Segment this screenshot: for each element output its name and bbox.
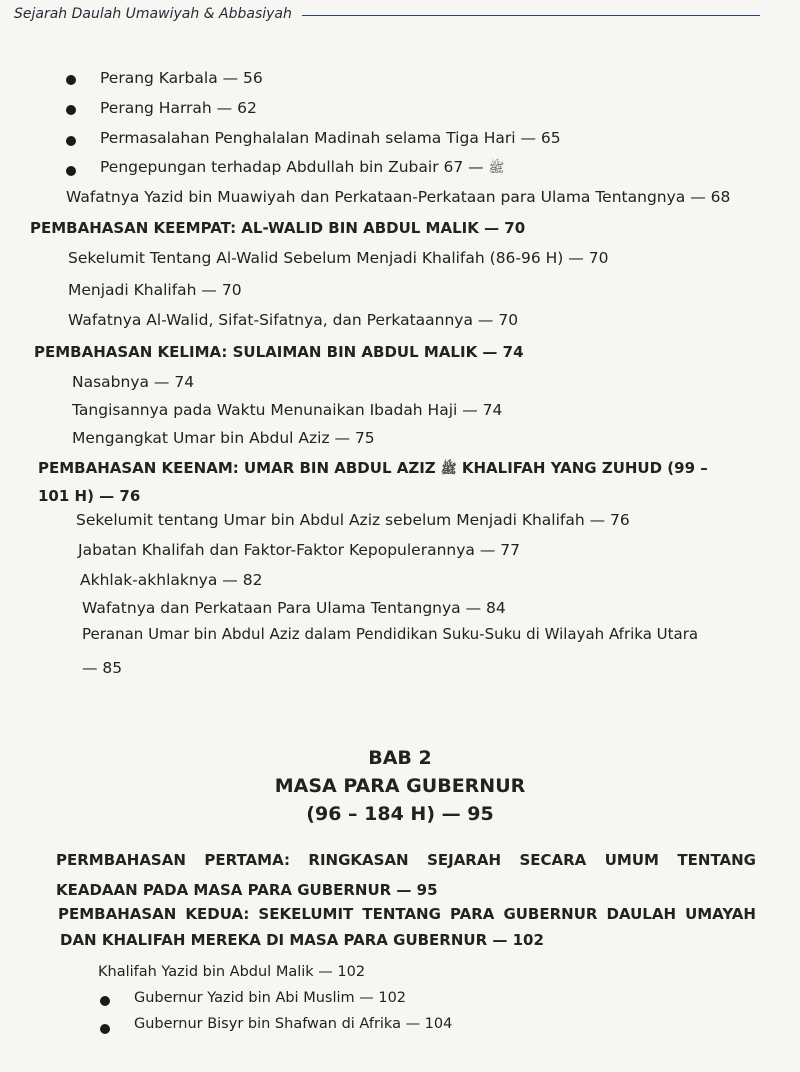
section-heading: PEMBAHASAN KEEMPAT: AL-WALID BIN ABDUL MALIK — 70 [30,219,526,237]
toc-entry: Akhlak-akhlaknya — 82 [80,571,263,589]
bullet-icon [66,105,76,115]
book-title: Sejarah Daulah Umawiyah & Abbasiyah [14,6,292,22]
heading-word: KEDUA: [185,905,250,923]
toc-entry [100,157,504,179]
section-heading-continued: 101 H) — 76 [38,487,141,505]
running-header [14,4,760,24]
toc-entry-page: — 67 [443,158,484,176]
toc-entry: Jabatan Khalifah dan Faktor-Faktor Kepopulerannya — 77 [78,541,520,559]
toc-entry: Sekelumit tentang Umar bin Abdul Aziz sebelum Menjadi Khalifah — 76 [76,511,630,529]
chapter-label: BAB 2 [368,747,432,769]
section-heading [38,458,708,480]
heading-word: TENTANG [677,851,756,869]
section-heading [56,850,756,870]
heading-word: PEMBAHASAN [58,905,177,923]
bullet-icon [100,996,110,1006]
heading-word: SEKELUMIT [258,905,354,923]
heading-word: SEJARAH [427,851,502,869]
toc-entry: Khalifah Yazid bin Abdul Malik — 102 [98,964,366,980]
bullet-icon [66,75,76,85]
heading-word: UMAYAH [685,905,756,923]
heading-word: TENTANG [362,905,441,923]
toc-entry: Tangisannya pada Waktu Menunaikan Ibadah Haji — 74 [72,401,503,419]
section-heading-text: KHALIFAH YANG ZUHUD (99 – [461,459,708,477]
toc-entry: Nasabnya — 74 [72,373,195,391]
chapter-title: MASA PARA GUBERNUR [274,775,526,797]
heading-word: GUBERNUR [503,905,598,923]
heading-word: PERTAMA: [204,851,290,869]
section-heading-continued: KEADAAN PADA MASA PARA GUBERNUR — 95 [56,881,438,899]
toc-entry: Mengangkat Umar bin Abdul Aziz — 75 [72,429,375,447]
honorific-glyph-icon: ﷺ [488,161,505,176]
chapter-range: (96 – 184 H) — 95 [306,803,494,825]
toc-entry: Wafatnya dan Perkataan Para Ulama Tentangnya — 84 [82,599,506,617]
heading-word: SECARA [519,851,587,869]
toc-entry: Menjadi Khalifah — 70 [68,281,242,299]
toc-entry: Sekelumit Tentang Al-Walid Sebelum Menjadi Khalifah (86-96 H) — 70 [68,249,609,267]
section-heading [58,904,756,924]
toc-entry: Gubernur Bisyr bin Shafwan di Afrika — 104 [134,1016,453,1032]
toc-entry: Wafatnya Al-Walid, Sifat-Sifatnya, dan Perkataannya — 70 [68,311,519,329]
section-heading-text: PEMBAHASAN KEENAM: UMAR BIN ABDUL AZIZ [38,459,436,477]
toc-entry: Wafatnya Yazid bin Muawiyah dan Perkataan-Perkataan para Ulama Tentangnya — 68 [66,188,731,206]
heading-word: DAULAH [606,905,677,923]
bullet-icon [66,136,76,146]
toc-entry-text: Pengepungan terhadap Abdullah bin Zubair [100,158,439,176]
bullet-icon [100,1024,110,1034]
toc-entry: Gubernur Yazid bin Abi Muslim — 102 [134,990,407,1006]
toc-entry: Permasalahan Penghalalan Madinah selama Tiga Hari — 65 [100,129,561,147]
toc-entry-continued: — 85 [82,659,123,677]
toc-entry: Perang Harrah — 62 [100,99,257,117]
section-heading-continued: DAN KHALIFAH MEREKA DI MASA PARA GUBERNUR — 102 [60,931,544,949]
heading-word: PERMBAHASAN [56,851,186,869]
header-rule [302,15,760,16]
heading-word: PARA [449,905,495,923]
honorific-glyph-icon: ﷺ [440,462,457,477]
toc-entry: Perang Karbala — 56 [100,69,263,87]
heading-word: RINGKASAN [308,851,409,869]
section-heading: PEMBAHASAN KELIMA: SULAIMAN BIN ABDUL MALIK — 74 [34,343,524,361]
heading-word: UMUM [604,851,659,869]
toc-entry: Peranan Umar bin Abdul Aziz dalam Pendidikan Suku-Suku di Wilayah Afrika Utara [82,625,699,643]
bullet-icon [66,166,76,176]
